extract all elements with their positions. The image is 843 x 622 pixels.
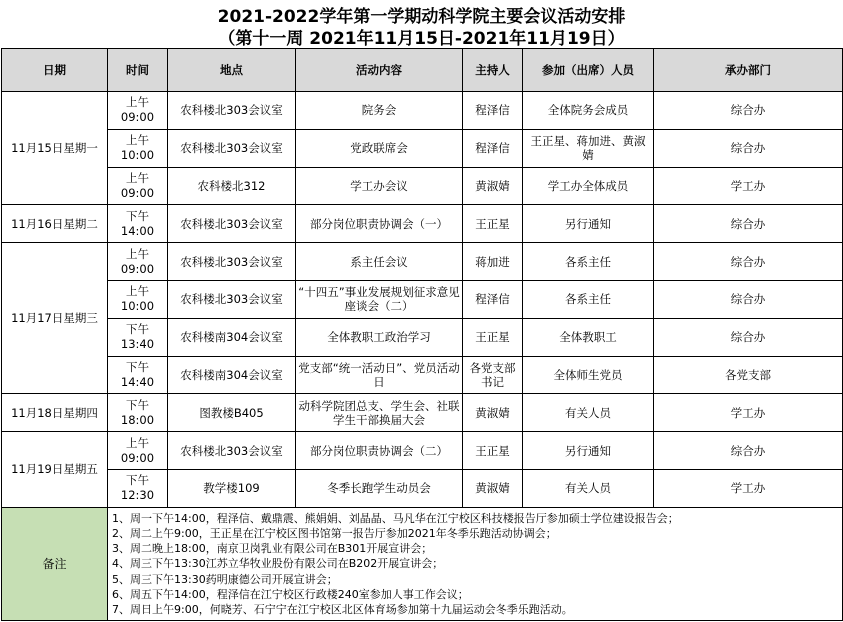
dept-cell: 综合办: [654, 205, 843, 243]
time-cell: [108, 167, 168, 205]
content-cell: 系主任会议: [296, 243, 463, 281]
table-row: [2, 205, 843, 243]
time-cell: [108, 394, 168, 432]
note-item: 1、周一下午14:00，程泽信、戴鼎震、熊娟娟、刘晶晶、马凡华在江宁校区科技楼报告厅参加硕士学位建设报告会；: [112, 511, 679, 525]
time-period: 上午: [126, 435, 149, 450]
time-value: 18:00: [120, 412, 155, 427]
note-item: 7、周日上午9:00，何晓芳、石宁宁在江宁校区北区体育场参加第十九届运动会冬季乐跑活动。: [112, 602, 573, 616]
table-row: [2, 432, 843, 470]
date-cell: 11月19日星期五: [2, 432, 108, 508]
table-row: [2, 318, 843, 356]
time-period: 下午: [126, 322, 149, 337]
note-item: 3、周二晚上18:00，南京卫岗乳业有限公司在B301开展宣讲会；: [112, 542, 433, 556]
table-row: [2, 129, 843, 167]
table-row: [2, 167, 843, 205]
content-cell: 全体教职工政治学习: [296, 318, 463, 356]
time-value: 10:00: [120, 148, 155, 163]
host-cell: 各党支部书记: [463, 356, 523, 394]
dept-cell: 学工办: [654, 394, 843, 432]
time-value: 09:00: [120, 450, 155, 465]
host-cell: 黄淑婧: [463, 167, 523, 205]
table-row: [2, 92, 843, 130]
host-cell: 程泽信: [463, 280, 523, 318]
place-cell: 农科楼北303会议室: [168, 129, 296, 167]
header-time: 时间: [108, 49, 168, 92]
notes-label: 备注: [2, 507, 108, 620]
time-cell: [108, 318, 168, 356]
host-cell: 黄淑婧: [463, 394, 523, 432]
content-cell: 冬季长跑学生动员会: [296, 469, 463, 507]
time-period: 下午: [126, 473, 149, 488]
dept-cell: 综合办: [654, 92, 843, 130]
attendees-cell: 另行通知: [523, 432, 654, 470]
content-cell: “十四五”事业发展规划征求意见座谈会（二）: [296, 280, 463, 318]
date-cell: 11月18日星期四: [2, 394, 108, 432]
time-period: 上午: [126, 95, 149, 110]
header-host: 主持人: [463, 49, 523, 92]
host-cell: 蒋加进: [463, 243, 523, 281]
time-cell: [108, 356, 168, 394]
header-date: 日期: [2, 49, 108, 92]
host-cell: 程泽信: [463, 92, 523, 130]
time-period: 上午: [126, 246, 149, 261]
content-cell: 学工办会议: [296, 167, 463, 205]
dept-cell: 综合办: [654, 280, 843, 318]
date-cell: 11月16日星期二: [2, 205, 108, 243]
schedule-body: [2, 92, 843, 508]
note-item: 2、周二上午9:00，王正星在江宁校区图书馆第一报告厅参加2021年冬季乐跑活动协调会；: [112, 526, 557, 540]
notes-cell: [108, 507, 843, 620]
time-cell: [108, 280, 168, 318]
table-row: [2, 280, 843, 318]
dept-cell: 综合办: [654, 432, 843, 470]
header-place: 地点: [168, 49, 296, 92]
place-cell: 教学楼109: [168, 469, 296, 507]
table-row: [2, 394, 843, 432]
place-cell: 农科楼北303会议室: [168, 280, 296, 318]
time-value: 13:40: [120, 337, 155, 352]
time-value: 12:30: [120, 488, 155, 503]
place-cell: 图教楼B405: [168, 394, 296, 432]
host-cell: 程泽信: [463, 129, 523, 167]
attendees-cell: 全体师生党员: [523, 356, 654, 394]
note-item: 4、周三下午13:30江苏立华牧业股份有限公司在B202开展宣讲会；: [112, 557, 444, 571]
table-row: [2, 469, 843, 507]
attendees-cell: 王正星、蒋加进、黄淑婧: [523, 129, 654, 167]
time-period: 上午: [126, 284, 149, 299]
attendees-cell: 有关人员: [523, 469, 654, 507]
time-period: 上午: [126, 133, 149, 148]
attendees-cell: 另行通知: [523, 205, 654, 243]
attendees-cell: 全体教职工: [523, 318, 654, 356]
content-cell: 动科学院团总支、学生会、社联学生干部换届大会: [296, 394, 463, 432]
page-subtitle: （第十一周 2021年11月15日-2021年11月19日）: [218, 29, 625, 49]
time-cell: [108, 243, 168, 281]
dept-cell: 综合办: [654, 318, 843, 356]
note-item: 5、周三下午13:30药明康德公司开展宣讲会；: [112, 572, 338, 586]
time-period: 上午: [126, 170, 149, 185]
date-cell: 11月17日星期三: [2, 243, 108, 394]
time-value: 14:40: [120, 374, 155, 389]
time-value: 14:00: [120, 223, 155, 238]
schedule-table: [1, 48, 843, 621]
time-value: 09:00: [120, 261, 155, 276]
dept-cell: 各党支部: [654, 356, 843, 394]
host-cell: 王正星: [463, 432, 523, 470]
header-dept: 承办部门: [654, 49, 843, 92]
dept-cell: 学工办: [654, 469, 843, 507]
attendees-cell: 有关人员: [523, 394, 654, 432]
note-item: 6、周五下午14:00，程泽信在江宁校区行政楼240室参加人事工作会议；: [112, 587, 469, 601]
table-row: [2, 356, 843, 394]
time-cell: [108, 432, 168, 470]
attendees-cell: 各系主任: [523, 280, 654, 318]
time-value: 10:00: [120, 299, 155, 314]
page-title: 2021-2022学年第一学期动科学院主要会议活动安排: [217, 7, 626, 27]
time-value: 09:00: [120, 185, 155, 200]
host-cell: 王正星: [463, 318, 523, 356]
time-cell: [108, 469, 168, 507]
dept-cell: 综合办: [654, 129, 843, 167]
content-cell: 党政联席会: [296, 129, 463, 167]
header-row: [2, 49, 843, 92]
time-period: 下午: [126, 397, 149, 412]
time-period: 下午: [126, 359, 149, 374]
content-cell: 党支部“统一活动日”、党员活动日: [296, 356, 463, 394]
time-period: 下午: [126, 208, 149, 223]
place-cell: 农科楼北303会议室: [168, 92, 296, 130]
dept-cell: 学工办: [654, 167, 843, 205]
time-value: 09:00: [120, 110, 155, 125]
place-cell: 农科楼北303会议室: [168, 205, 296, 243]
place-cell: 农科楼北303会议室: [168, 243, 296, 281]
header-attendees: 参加（出席）人员: [523, 49, 654, 92]
content-cell: 部分岗位职责协调会（一）: [296, 205, 463, 243]
place-cell: 农科楼北303会议室: [168, 432, 296, 470]
table-row: [2, 243, 843, 281]
attendees-cell: 全体院务会成员: [523, 92, 654, 130]
content-cell: 院务会: [296, 92, 463, 130]
header-content: 活动内容: [296, 49, 463, 92]
time-cell: [108, 205, 168, 243]
attendees-cell: 学工办全体成员: [523, 167, 654, 205]
attendees-cell: 各系主任: [523, 243, 654, 281]
host-cell: 黄淑婧: [463, 469, 523, 507]
place-cell: 农科楼南304会议室: [168, 318, 296, 356]
dept-cell: 综合办: [654, 243, 843, 281]
content-cell: 部分岗位职责协调会（二）: [296, 432, 463, 470]
host-cell: 王正星: [463, 205, 523, 243]
notes-row: [2, 507, 843, 620]
place-cell: 农科楼南304会议室: [168, 356, 296, 394]
date-cell: 11月15日星期一: [2, 92, 108, 205]
time-cell: [108, 92, 168, 130]
place-cell: 农科楼北312: [168, 167, 296, 205]
time-cell: [108, 129, 168, 167]
